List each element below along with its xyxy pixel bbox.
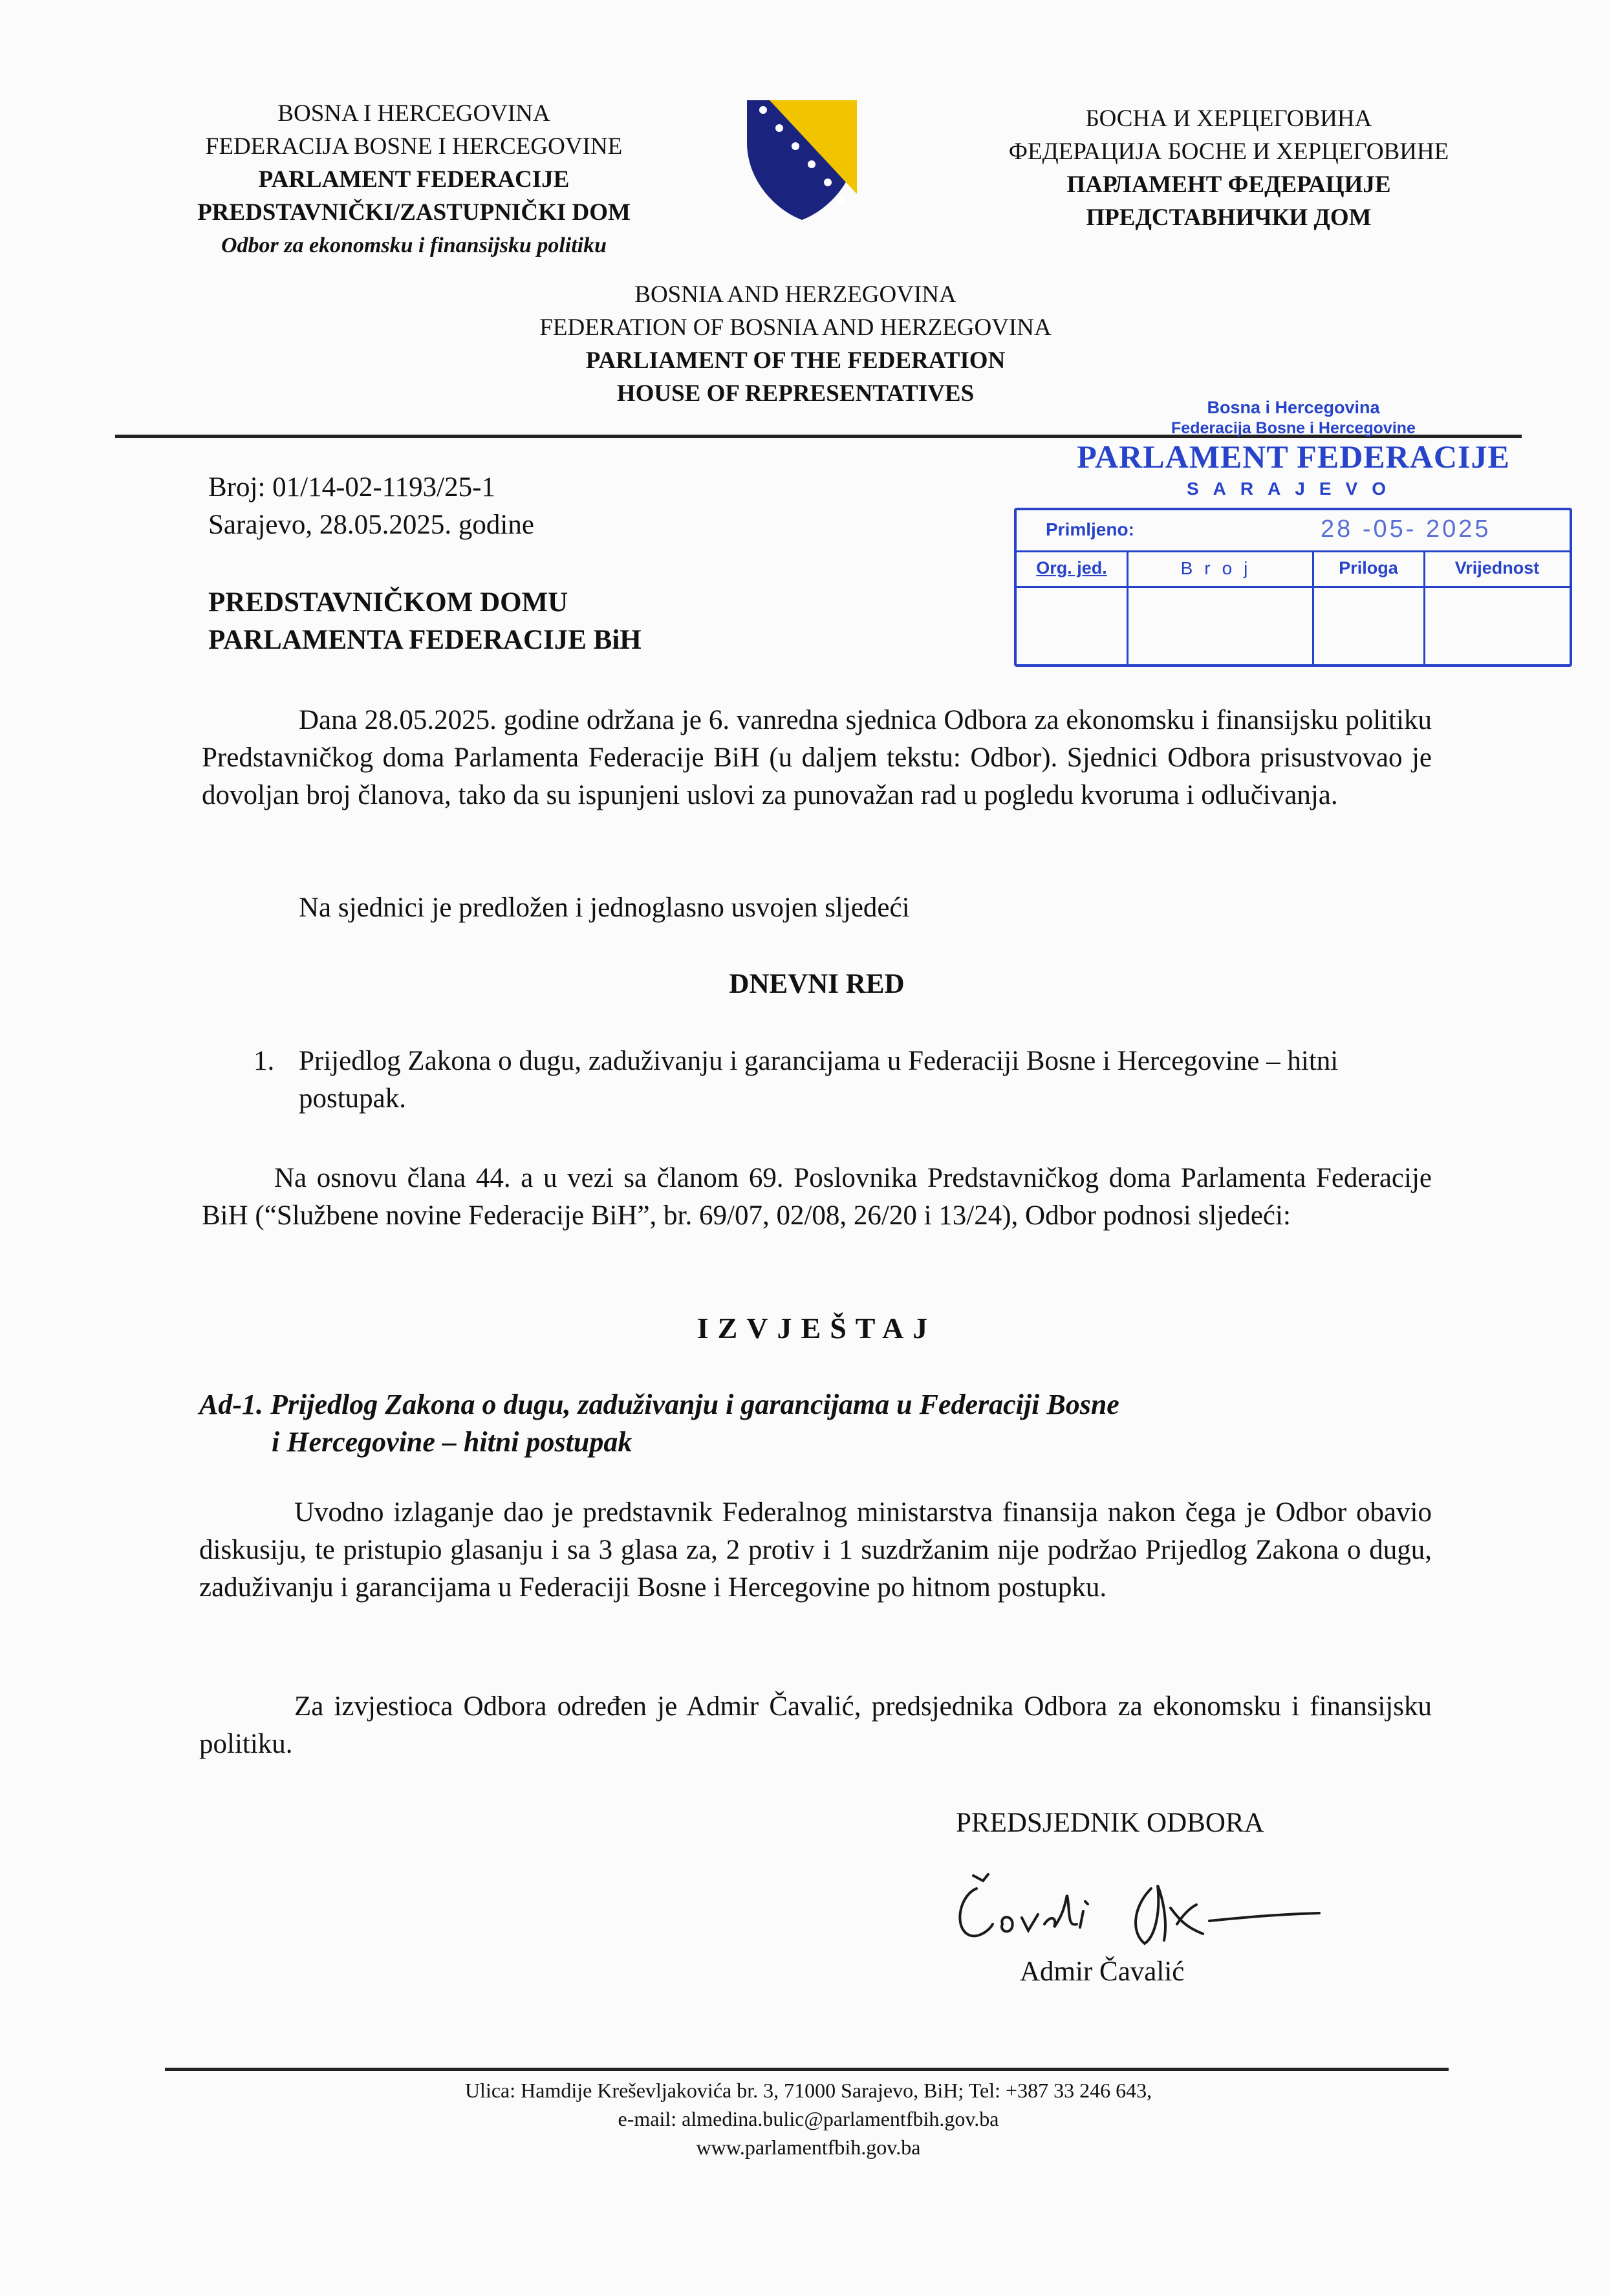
paragraph-adopted: Na sjednici je predložen i jednoglasno usvojen sljedeći: [299, 893, 910, 923]
header-right-line: ПАРЛАМЕНТ ФЕДЕРАЦИЈЕ: [1066, 171, 1391, 198]
stamp-header-row: [1017, 550, 1570, 588]
stamp-col-divider: [1312, 550, 1314, 664]
paragraph-legal-basis: Na osnovu člana 44. a u vezi sa članom 69. Poslovnika Predstavničkog doma Parlamenta Federacije BiH (“Službene novine Federacije BiH”, br. 69/07, 02/08, 26/20 i 13/24), Odbor podnosi sljedeći:: [202, 1163, 1432, 1231]
stamp-col-divider: [1127, 550, 1128, 664]
received-stamp: [1009, 398, 1578, 663]
ad-heading-line: i Hercegovine – hitni postupak: [272, 1426, 632, 1458]
paragraph-vote: Uvodno izlaganje dao je predstavnik Federalnog ministarstva finansija nakon čega je Odbor obavio diskusiju, te pristupio glasanju i sa 3 glasa za, 2 protiv i 1 suzdržanim nije podržao Prijedlog Zakona o dugu, zaduživanju i garancijama u Federaciji Bosne i Hercegovine po hitnom postupku.: [199, 1497, 1432, 1603]
committee-name: Odbor za ekonomsku i finansijsku politiku: [221, 233, 607, 257]
stamp-col-vrijednost: Vrijednost: [1454, 558, 1540, 578]
agenda-number: 1.: [254, 1046, 275, 1076]
header-left: [136, 97, 692, 262]
agenda-item: Prijedlog Zakona o dugu, zaduživanju i garancijama u Federaciji Bosne i Hercegovine – hitni postupak.: [299, 1046, 1339, 1114]
ad-heading: [199, 1386, 1428, 1461]
stamp-col-broj: Broj: [1180, 558, 1260, 578]
recipient: [208, 584, 984, 659]
header-center-line: HOUSE OF REPRESENTATIVES: [616, 380, 975, 407]
header-center: [453, 278, 1138, 410]
stamp-line: SARAJEVO: [1186, 479, 1401, 499]
header-right: [957, 102, 1500, 234]
header-right-line: ФЕДЕРАЦИЈА БОСНЕ И ХЕРЦЕГОВИНЕ: [1008, 138, 1449, 165]
header-left-line: BOSNA I HERCEGOVINA: [277, 100, 550, 127]
report-title: IZVJEŠTAJ: [697, 1312, 937, 1345]
signatory-name: Admir Čavalić: [1020, 1956, 1185, 1987]
stamp-line: Federacija Bosne i Hercegovine: [1171, 419, 1416, 437]
header-right-line: БОСНА И ХЕРЦЕГОВИНА: [1085, 105, 1372, 132]
stamp-col-priloga: Priloga: [1339, 558, 1398, 578]
coat-of-arms-icon: [744, 97, 860, 223]
stamp-col-divider: [1423, 550, 1425, 664]
footer-website-link[interactable]: www.parlamentfbih.gov.ba: [696, 2136, 921, 2159]
document-date: Sarajevo, 28.05.2025. godine: [208, 510, 534, 540]
paragraph-intro: Dana 28.05.2025. godine održana je 6. vanredna sjednica Odbora za ekonomsku i finansijsku politiku Predstavničkog doma Parlamenta Federacije BiH (u daljem tekstu: Odbor). Sjednici Odbora prisustvovao je dovoljan broj članova, tako da su ispunjeni uslovi za punovažan rad u pogledu kvoruma i odlučivanja.: [202, 705, 1432, 810]
paragraph-rapporteur: Za izvjestioca Odbora određen je Admir Čavalić, predsjednika Odbora za ekonomsku i finansijsku politiku.: [199, 1691, 1432, 1759]
header-left-line: PARLAMENT FEDERACIJE: [258, 166, 570, 193]
ad-heading-line: Ad-1. Prijedlog Zakona o dugu, zaduživanju i garancijama u Federaciji Bosne: [199, 1389, 1119, 1420]
header-left-line: FEDERACIJA BOSNE I HERCEGOVINE: [205, 133, 623, 160]
signature-title: PREDSJEDNIK ODBORA: [956, 1808, 1264, 1838]
header-center-line: PARLIAMENT OF THE FEDERATION: [585, 347, 1006, 374]
header-right-line: ПРЕДСТАВНИЧКИ ДОМ: [1086, 204, 1372, 231]
recipient-line: PARLAMENTA FEDERACIJE BiH: [208, 625, 642, 655]
stamp-col-org: Org. jed.: [1036, 558, 1107, 578]
header-center-line: BOSNIA AND HERZEGOVINA: [634, 281, 956, 308]
footer: [259, 2076, 1358, 2161]
handwritten-signature: [938, 1863, 1339, 1960]
header-left-line: PREDSTAVNIČKI/ZASTUPNIČKI DOM: [197, 199, 631, 226]
document-number: Broj: 01/14-02-1193/25-1: [208, 472, 495, 503]
document-meta: [208, 469, 790, 544]
agenda-title: DNEVNI RED: [729, 969, 905, 999]
stamp-line: Bosna i Hercegovina: [1207, 398, 1380, 417]
header-center-line: FEDERATION OF BOSNIA AND HERZEGOVINA: [539, 314, 1052, 341]
stamp-line: PARLAMENT FEDERACIJE: [1077, 439, 1510, 475]
footer-address: Ulica: Hamdije Kreševljakovića br. 3, 71000 Sarajevo, BiH; Tel: +387 33 246 643,: [464, 2079, 1152, 2102]
footer-email: e-mail: almedina.bulic@parlamentfbih.gov.ba: [618, 2107, 999, 2130]
stamp-received-label: Primljeno:: [1046, 519, 1134, 539]
stamp-row: [1017, 510, 1570, 552]
stamp-received-date: 28 -05- 2025: [1321, 515, 1491, 543]
recipient-line: PREDSTAVNIČKOM DOMU: [208, 587, 568, 618]
stamp-box: [1014, 508, 1572, 667]
footer-divider: [165, 2068, 1449, 2071]
